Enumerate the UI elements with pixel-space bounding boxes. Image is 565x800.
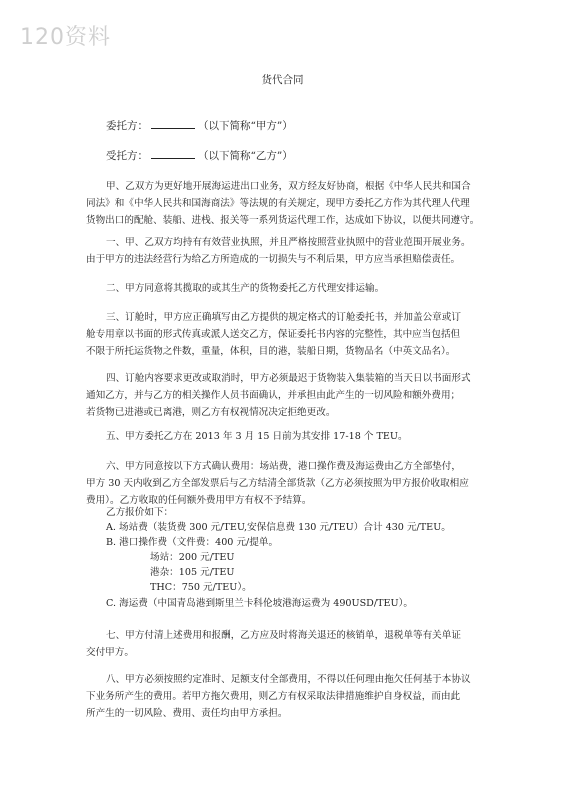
text-line: 若货物已进港或已离港，则乙方有权视情况决定拒绝更改。 — [86, 407, 336, 418]
party-b-line — [106, 149, 293, 163]
text-line: 交付甲方。 — [86, 647, 134, 658]
clause-3 — [86, 309, 479, 360]
text-line: 费用）。乙方收取的任何额外费用甲方有权不予结算。 — [86, 495, 312, 506]
clause-1 — [86, 234, 479, 268]
party-b-label: 受托方： — [106, 150, 148, 162]
quote-item-b-station: 场站：200 元/TEU — [150, 552, 235, 563]
text-line: 同法》和《中华人民共和国海商法》等法规的有关规定，现甲方委托乙方作为其代理人代理 — [86, 198, 470, 209]
quote-item-c: C. 海运费（中国青岛港到斯里兰卡科伦坡港海运费为 490USD/TEU）。 — [106, 598, 413, 609]
clause-8 — [86, 671, 479, 722]
text-line: 不限于所托运货物之件数，重量，体积，目的港，装船日期，货物品名（中英文品名）。 — [86, 346, 456, 357]
paragraph-preamble — [86, 178, 479, 229]
document-title: 货代合同 — [261, 74, 304, 86]
text-line: 甲方 30 天内收到乙方全部发票后与乙方结清全部货款（乙方必须按照为甲方报价收取相应 — [86, 478, 469, 489]
quote-item-a: A. 场站费（装货费 300 元/TEU,安保信息费 130 元/TEU）合计 430 元/TEU。 — [106, 522, 451, 533]
text-line: 下业务所产生的费用。若甲方拖欠费用，则乙方有权采取法律措施维护自身权益，而由此 — [86, 691, 461, 702]
party-a-label: 委托方： — [106, 120, 148, 132]
text-line: 六、甲方同意按以下方式确认费用：场站费，港口操作费及海运费由乙方全部垫付， — [106, 461, 461, 472]
quote-item-b: B. 港口操作费（文件费：400 元/提单。 — [106, 537, 279, 548]
clause-6 — [86, 458, 479, 509]
text-line: 一、甲、乙双方均持有有效营业执照，并且严格按照营业执照中的营业范围开展业务。 — [106, 237, 471, 248]
party-b-suffix: （以下简称“乙方”） — [198, 150, 293, 162]
text-line: 甲、乙双方为更好地开展海运进出口业务，双方经友好协商，根据《中华人民共和国合 — [106, 181, 471, 192]
text-line: 所产生的一切风险、费用、责任均由甲方承担。 — [86, 708, 288, 719]
party-b-blank — [151, 149, 195, 159]
text-line: 七、甲方付清上述费用和报酬，乙方应及时将海关退还的核销单，退税单等有关单证 — [106, 630, 461, 641]
text-line: 通知乙方，并与乙方的相关操作人员书面确认，并承担由此产生的一切风险和额外费用； — [86, 390, 461, 401]
clause-5 — [86, 428, 479, 445]
text-line: 八、甲方必须按照约定准时、足额支付全部费用，不得以任何理由拖欠任何基于本协议 — [106, 674, 471, 685]
clause-2 — [86, 280, 479, 297]
text-line: 五、甲方委托乙方在 2013 年 3 月 15 日前为其安排 17-18 个 TEU。 — [106, 431, 408, 442]
text-line: 二、甲方同意将其揽取的或其生产的货物委托乙方代理安排运输。 — [106, 283, 385, 294]
text-line: 三、订舱时，甲方应正确填写由乙方提供的规定格式的订舱委托书，并加盖公章或订 — [106, 312, 461, 323]
clause-7 — [86, 627, 479, 661]
watermark: 120资料 — [20, 25, 111, 50]
text-line: 货物出口的配舱、装船、进栈、报关等一系列货运代理工作，达成如下协议，以便共同遵守。 — [86, 215, 479, 226]
party-a-suffix: （以下简称“甲方”） — [198, 120, 293, 132]
text-line: 四、订舱内容要求更改或取消时，甲方必须最迟于货物装入集装箱的当天日以书面形式 — [106, 373, 471, 384]
quote-item-b-thc: THC：750 元/TEU）。 — [150, 582, 252, 593]
quote-header: 乙方报价如下： — [106, 507, 174, 518]
text-line: 舱专用章以书面的形式传真或派人送交乙方，保证委托书内容的完整性，其中应当包括但 — [86, 329, 461, 340]
quote-item-b-port: 港杂：105 元/TEU — [150, 567, 235, 578]
party-a-blank — [151, 119, 195, 129]
text-line: 由于甲方的违法经营行为给乙方所造成的一切损失与不利后果，甲方应当承担赔偿责任。 — [86, 254, 461, 265]
party-a-line — [106, 119, 293, 133]
clause-4 — [86, 370, 479, 421]
